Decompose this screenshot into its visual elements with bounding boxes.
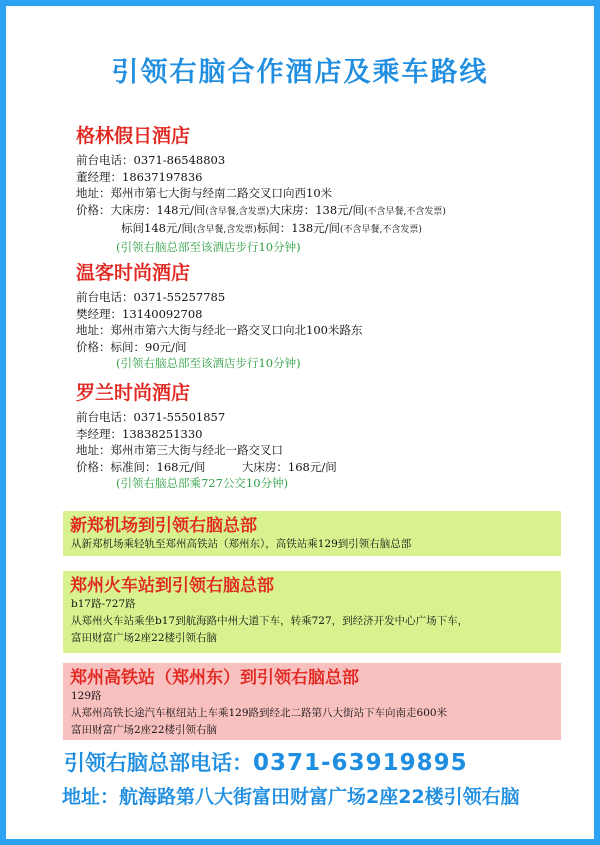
headquarters-address: 地址：航海路第八大街富田财富广场2座22楼引领右脑 (62, 786, 520, 808)
hotel-price-note: (不含早餐,不含发票) (364, 206, 446, 217)
hotel-walk-note: (引领右脑总部至该酒店步行10分钟) (116, 356, 301, 371)
route-title: 郑州火车站到引领右脑总部 (70, 576, 274, 596)
hotel-phone: 前台电话：0371-55501857 (76, 410, 226, 424)
route-line: 从郑州火车站乘坐b17到航海路中州大道下车，转乘727，到经济开发中心广场下车， (71, 615, 469, 627)
hotel-name: 格林假日酒店 (76, 125, 191, 147)
hotel-address: 地址：郑州市第三大街与经北一路交叉口 (76, 443, 283, 458)
page-title: 引领右脑合作酒店及乘车路线 (111, 57, 489, 88)
hotel-price: 标间：138元/间 (256, 221, 341, 236)
hotel-price-note: (含早餐,含发票) (205, 206, 270, 217)
hotel-card-2 (76, 258, 576, 372)
route-line: 富田财富广场2座22楼引领右脑 (71, 632, 218, 644)
phone-label: 引领右脑总部电话： (64, 751, 253, 775)
route-title: 郑州高铁站（郑州东）到引领右脑总部 (70, 668, 359, 688)
hotel-phone: 前台电话：0371-86548803 (76, 153, 226, 167)
hotel-name: 温客时尚酒店 (76, 262, 191, 284)
hotel-price-row-2 (76, 220, 576, 239)
route-box-train-station (63, 571, 561, 653)
hotel-price-note: (含早餐,含发票) (192, 225, 257, 236)
route-line: 从新郑机场乘轻轨至郑州高铁站（郑州东），高铁站乘129到引领右脑总部 (71, 538, 412, 550)
route-title: 新郑机场到引领右脑总部 (70, 516, 257, 536)
hotel-walk-note: (引领右脑总部乘727公交10分钟) (116, 476, 289, 491)
route-line: 129路 (71, 690, 102, 702)
hotel-price: 标间148元/间 (121, 221, 193, 236)
hotel-price: 价格：标准间：168元/间 大床房：168元/间 (76, 459, 337, 474)
hotel-walk-note: (引领右脑总部至该酒店步行10分钟) (116, 239, 301, 254)
hotel-name: 罗兰时尚酒店 (76, 382, 191, 404)
hotel-card-1 (76, 121, 576, 256)
hotel-price: 大床房：138元/间 (269, 202, 365, 217)
hotel-card-3 (76, 378, 576, 492)
route-line: 从郑州高铁长途汽车枢纽站上车乘129路到经北二路第八大街站下车向南走600米 (71, 707, 448, 719)
hotel-address: 地址：郑州市第六大街与经北一路交叉口向北100米路东 (76, 323, 363, 338)
hotel-price-note: (不含早餐,不含发票) (340, 225, 422, 236)
route-box-high-speed-rail (63, 663, 561, 740)
route-line: 富田财富广场2座22楼引领右脑 (71, 724, 218, 736)
phone-number: 0371-63919895 (253, 750, 468, 776)
hotel-manager: 李经理：13838251330 (76, 426, 203, 441)
hotel-address: 地址：郑州市第七大街与经南二路交叉口向西10米 (76, 186, 333, 201)
hotel-price: 价格：大床房：148元/间 (76, 202, 206, 217)
headquarters-phone (64, 747, 468, 777)
hotel-phone: 前台电话：0371-55257785 (76, 290, 226, 304)
hotel-price-row-1 (76, 202, 576, 221)
route-line: b17路-727路 (71, 598, 136, 610)
hotel-manager: 樊经理：13140092708 (76, 306, 203, 321)
route-box-airport (63, 511, 561, 556)
hotel-manager: 董经理：18637197836 (76, 169, 203, 184)
hotel-price: 价格：标间：90元/间 (76, 339, 187, 354)
